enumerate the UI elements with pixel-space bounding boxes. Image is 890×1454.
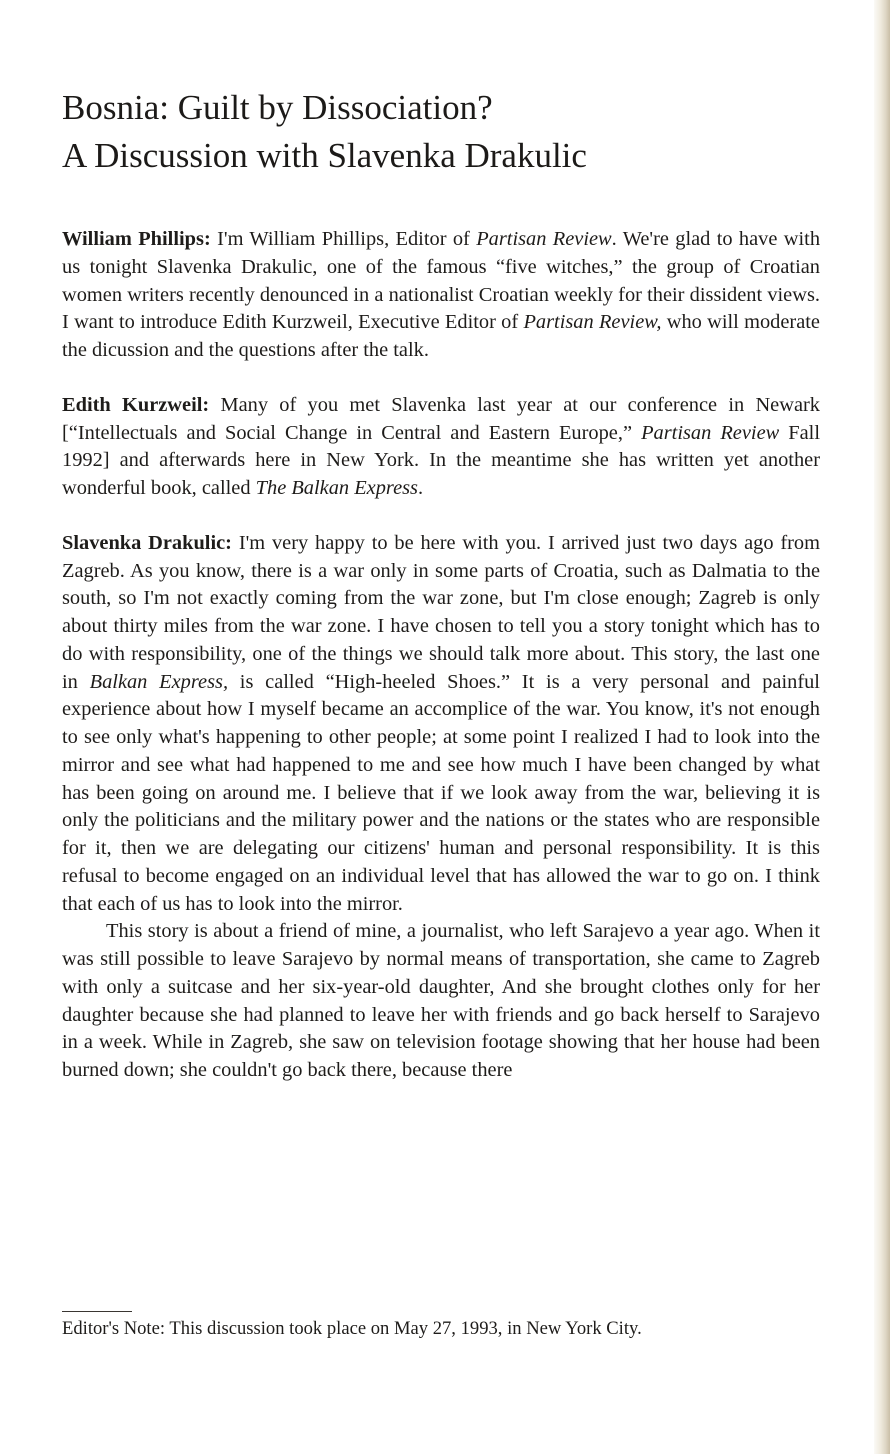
speaker-name: Slavenka Drakulic: bbox=[62, 531, 232, 554]
footnote-rule bbox=[62, 1311, 132, 1312]
paragraph-continued-story: This story is about a friend of mine, a journalist, who left Sarajevo a year ago. When it was still possible to leave Sarajevo by normal means of transportation, she came to Zagreb with only a suitcase and her six-year-old daughter, And she brought clothes only for her daughter because she had planned to leave her with friends and go back herself to Sarajevo in a week. While in Zagreb, she saw on television footage showing that her house had been burned down; she couldn't go back there, because there bbox=[62, 920, 820, 1081]
paragraph-text: is called “High-heeled Shoes.” It is a very personal and painful experience about how I myself became an accomplice of the war. You know, it's not enough to see only what's happening to other people; at some point I realized I had to look into the mirror and see what had happened to me and see how much I have been changed by what has been going on around me. I believe that if we look away from the war, believing it is only the politicians and the military power and the nations or the states who are responsible for it, then we are delegating our citizens' human and personal responsibility. It is this refusal to become engaged on an individual level that has allowed the war to go on. I think that each of us has to look into the mirror. bbox=[62, 670, 820, 915]
journal-title: Partisan Review, bbox=[523, 311, 662, 334]
article-body bbox=[62, 226, 820, 1085]
paragraph-text: who will moderate the dicussion and the questions after the talk. bbox=[62, 311, 820, 361]
paragraph-text: . We're glad to have with us tonight Slavenka Drakulic, one of the famous “five witches,” the group of Croatian women writers recently denounced in a nationalist Croatian weekly for their dissident views. I want to introduce Edith Kurzweil, Executive Editor of bbox=[62, 228, 821, 334]
paragraph-text: I'm very happy to be here with you. I arrived just two days ago from Zagreb. As you know, there is a war only in some parts of Croatia, such as Dalmatia to the south, so I'm not exactly coming from the war zone, but I'm close enough; Zagreb is only about thirty miles from the war zone. I have chosen to tell you a story tonight which has to do with responsibility, one of the things we should talk more about. This story, the last one in bbox=[62, 531, 820, 693]
paragraph-william-phillips bbox=[62, 226, 820, 365]
paragraph-text: I'm William Phillips, Editor of bbox=[210, 228, 477, 250]
paragraph-edith-kurzweil bbox=[62, 392, 820, 503]
paragraph-text: . bbox=[418, 477, 424, 499]
paragraph-text: Fall 1992] and afterwards here in New York. In the meantime she has written yet another wonderful book, called bbox=[62, 421, 820, 499]
journal-title: Partisan Review bbox=[641, 421, 780, 444]
paragraph-text: Many of you met Slavenka last year at our conference in Newark [“Intellectuals and Social Change in Central and Eastern Europe,” bbox=[62, 393, 820, 444]
book-title: The Balkan Express bbox=[255, 477, 418, 499]
paragraph-slavenka-drakulic bbox=[62, 530, 820, 919]
title-line-2: A Discussion with Slavenka Drakulic bbox=[62, 136, 587, 175]
speaker-name: William Phillips: bbox=[62, 228, 211, 250]
page-binding-edge bbox=[874, 0, 890, 1454]
editors-note-footnote: Editor's Note: This discussion took place on May 27, 1993, in New York City. bbox=[62, 1318, 642, 1339]
article-title bbox=[62, 84, 822, 180]
speaker-name: Edith Kurzweil: bbox=[62, 393, 210, 416]
book-title: Balkan Express, bbox=[89, 670, 229, 693]
title-line-1: Bosnia: Guilt by Dissociation? bbox=[62, 88, 493, 127]
journal-title: Partisan Review bbox=[476, 228, 612, 250]
